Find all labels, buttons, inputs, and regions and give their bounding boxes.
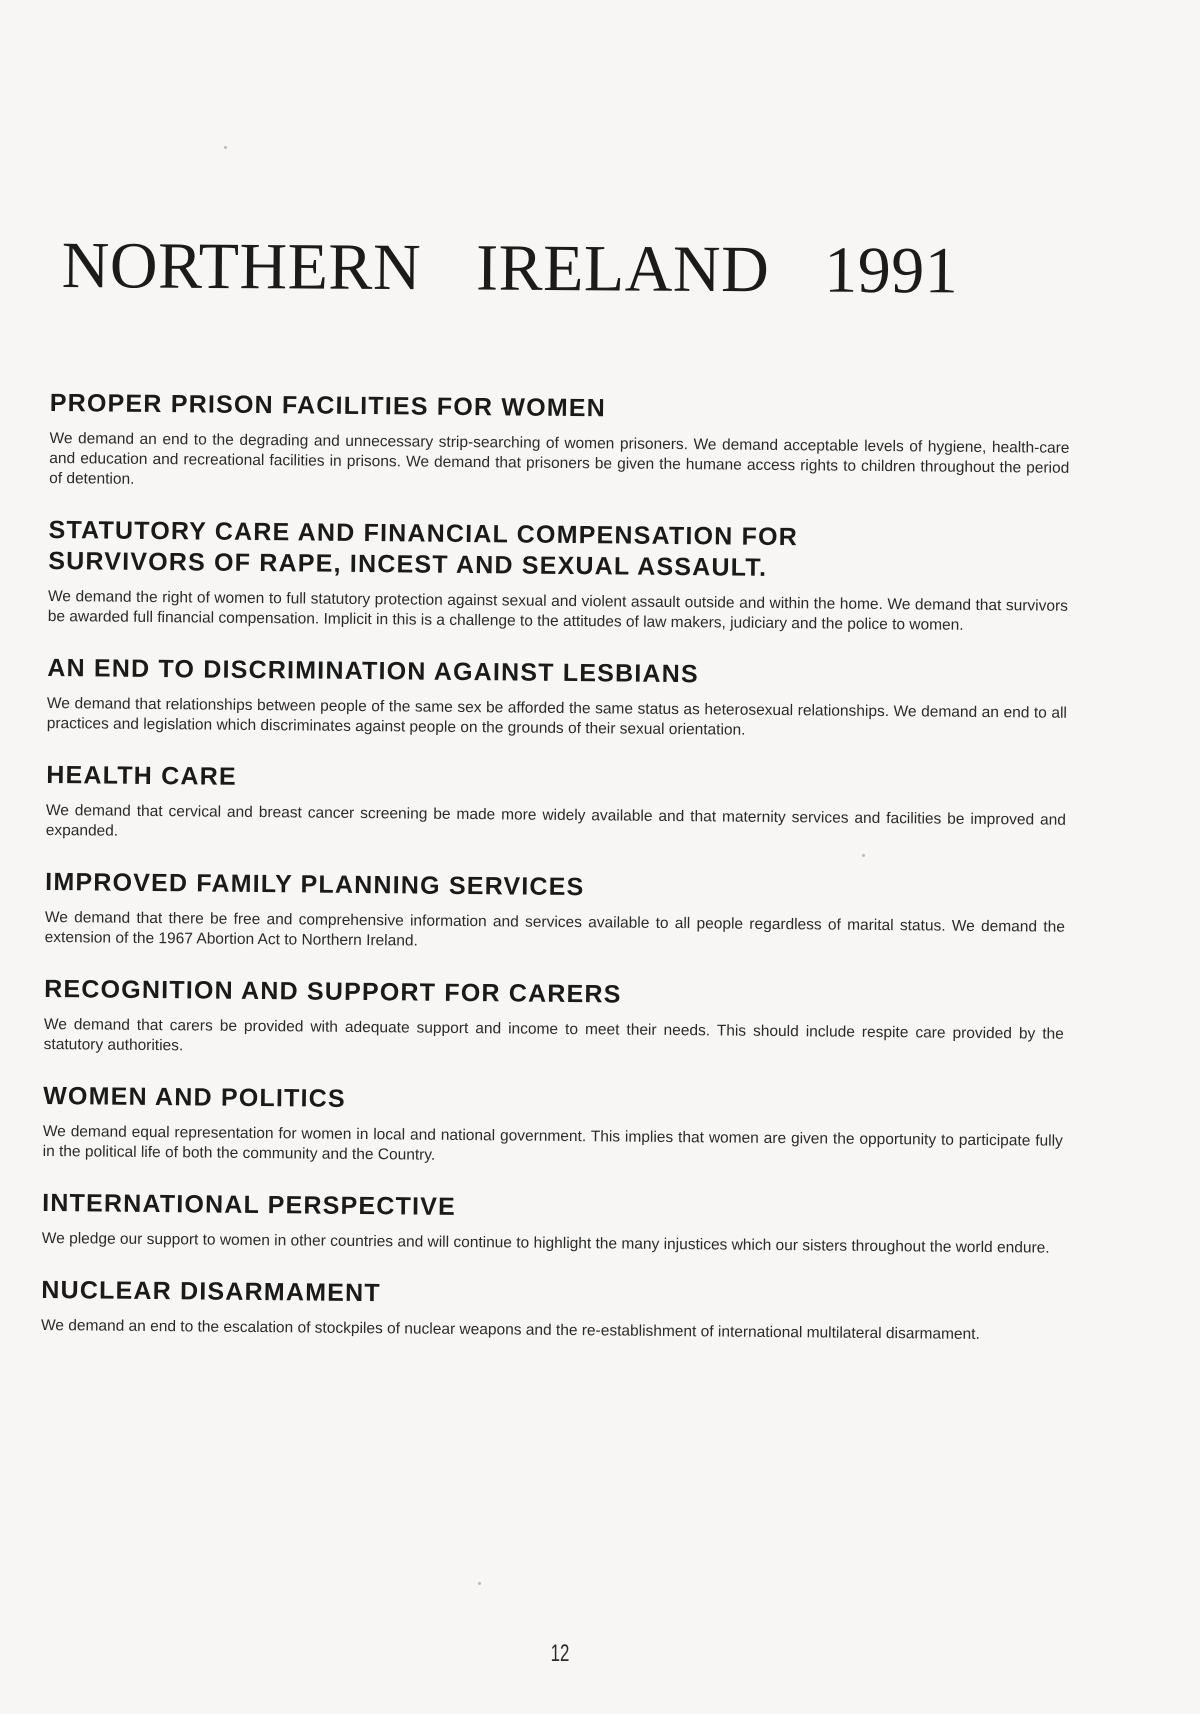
section-body: We demand an end to the escalation of stockpiles of nuclear weapons and the re-establishment of international multilateral disarmament.	[40, 1316, 980, 1343]
section-body: We demand that there be free and comprehensive information and services available to all people regardless of marital status. We demand the extension of the 1967 Abortion Act to Northern Ireland.	[44, 908, 1065, 950]
section-family-planning	[45, 867, 1066, 958]
section-heading: IMPROVED FAMILY PLANNING SERVICES	[45, 867, 585, 902]
section-lesbian-discrimination	[47, 653, 1068, 744]
section-prison-facilities	[49, 388, 1070, 499]
section-carers	[44, 974, 1065, 1065]
section-heading: PROPER PRISON FACILITIES FOR WOMEN	[49, 388, 607, 423]
section-heading: AN END TO DISCRIMINATION AGAINST LESBIANS	[47, 653, 699, 689]
section-heading: INTERNATIONAL PERSPECTIVE	[42, 1188, 457, 1221]
demands-list	[41, 388, 1070, 1372]
section-body: We demand the right of women to full statutory protection against sexual and violent assault outside and within the home. We demand that survivors be awarded full financial compensation. Implicit in this is a challenge to the attitudes of law makers, judiciary and the police to women.	[47, 587, 1069, 634]
section-heading: WOMEN AND POLITICS	[43, 1081, 346, 1113]
section-heading: NUCLEAR DISARMAMENT	[41, 1275, 381, 1308]
section-body: We demand an end to the degrading and unnecessary strip-searching of women prisoners. We demand acceptable levels of hygiene, health-care and education and recreational facilities in prisons. We demand that prisoners be given the humane access rights to children throughout the period of detention.	[49, 429, 1070, 488]
section-heading: RECOGNITION AND SUPPORT FOR CARERS	[44, 974, 622, 1009]
section-health-care	[46, 760, 1067, 851]
scan-speck	[224, 146, 227, 149]
section-body: We pledge our support to women in other countries and will continue to highlight the many injustices which our sisters throughout the world endure.	[41, 1229, 1050, 1257]
section-body: We demand that relationships between people of the same sex be afforded the same status as heterosexual relationships. We demand an end to all practices and legislation which discriminates against people on the grounds of their sexual orientation.	[46, 694, 1068, 739]
section-body: We demand equal representation for women in local and national government. This implies that women are given the opportunity to participate fully in the political life of both the community and the Country.	[42, 1122, 1063, 1164]
section-international-perspective	[42, 1188, 1063, 1259]
section-nuclear-disarmament	[41, 1275, 1062, 1346]
page-title: NORTHERN IRELAND 1991	[61, 228, 959, 308]
section-heading: HEALTH CARE	[46, 760, 237, 791]
section-body: We demand that cervical and breast cancer screening be made more widely available and that maternity services and facilities be improved and expanded.	[45, 801, 1066, 840]
section-women-politics	[43, 1081, 1064, 1172]
page-number: 12	[550, 1640, 570, 1667]
scan-speck	[478, 1582, 481, 1585]
section-heading: STATUTORY CARE AND FINANCIAL COMPENSATION FOR SURVIVORS OF RAPE, INCEST AND SEXUAL ASSAULT.	[48, 515, 799, 582]
section-statutory-care	[48, 515, 1069, 637]
section-body: We demand that carers be provided with adequate support and income to meet their needs. This should include respite care provided by the statutory authorities.	[43, 1015, 1064, 1055]
